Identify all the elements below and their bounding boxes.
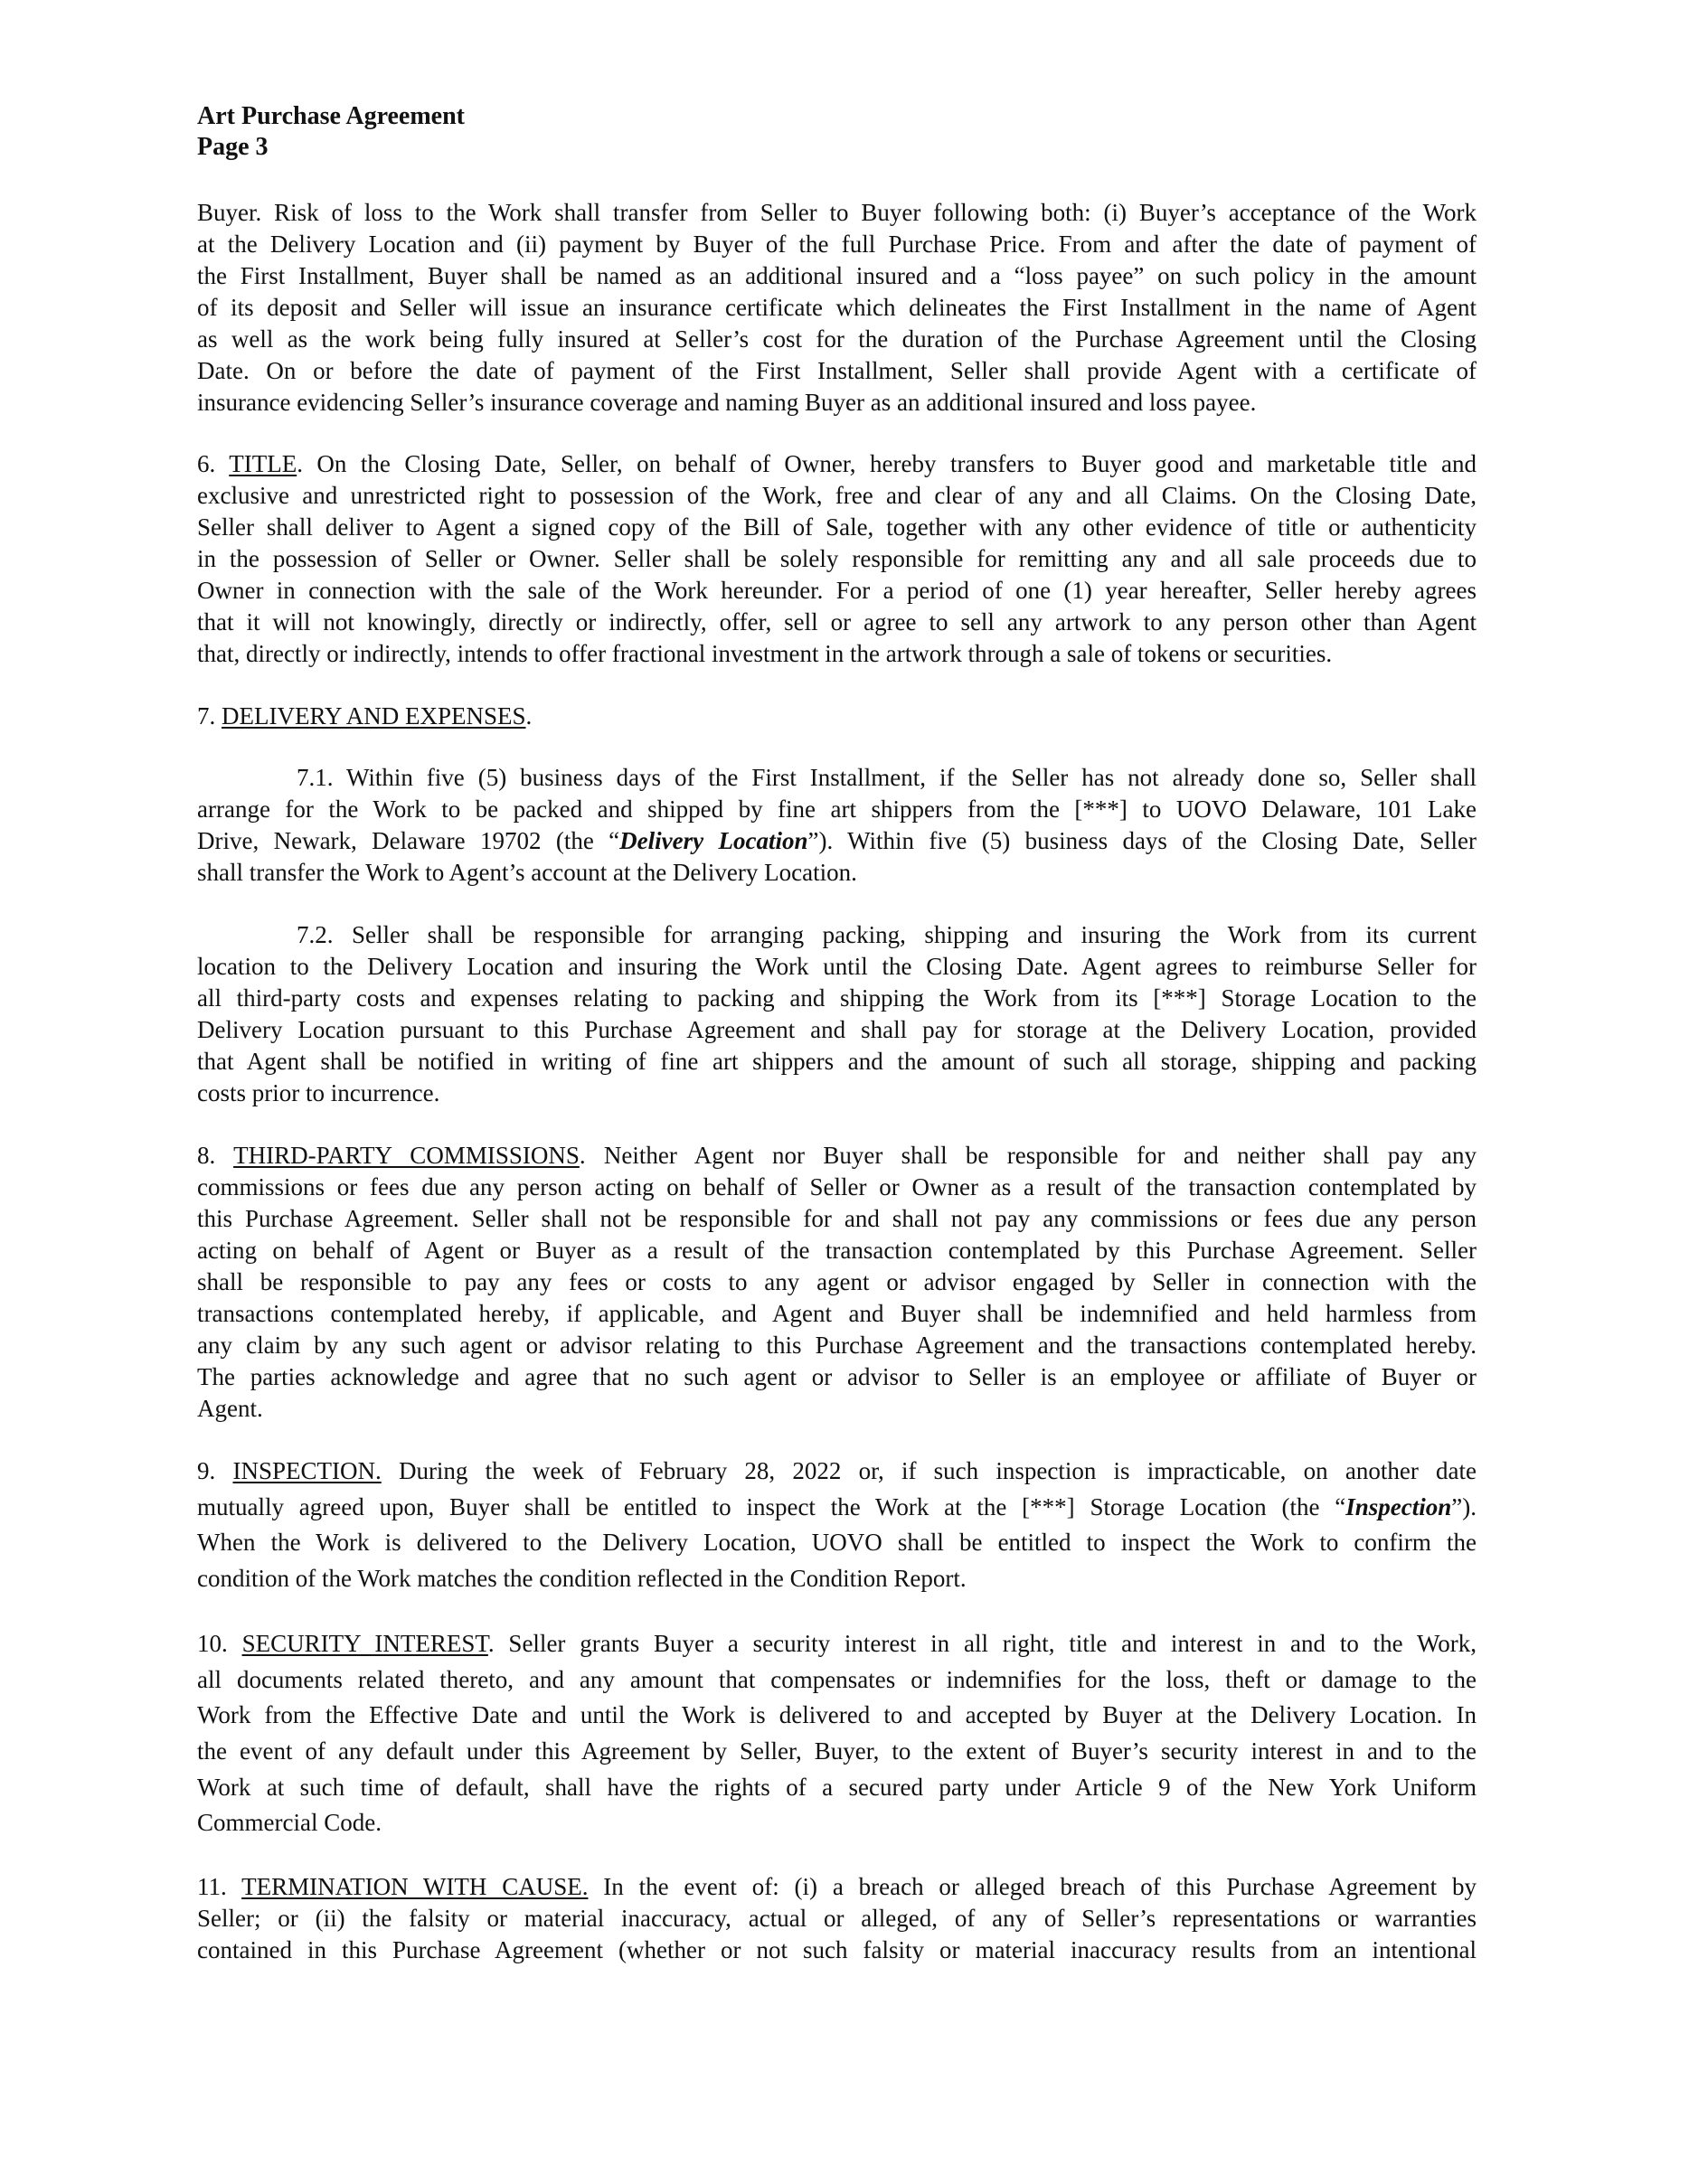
text-line: Agent. (197, 1395, 263, 1422)
text-line: the First Installment, Buyer shall be named as an additional insured and a “loss payee” on such policy in the amount (197, 262, 1477, 289)
page-number: Page 3 (197, 133, 269, 161)
text-run: . On the Closing Date, Seller, on behalf of Owner, hereby transfers to Buyer good and marketable title and (297, 450, 1477, 477)
text-line: all third-party costs and expenses relating to packing and shipping the Work from its [***] Storage Location to the (197, 984, 1477, 1012)
document-title: Art Purchase Agreement (197, 102, 465, 130)
text-line: in the possession of Seller or Owner. Seller shall be solely responsible for remitting any and all sale proceeds due to (197, 545, 1477, 572)
text-line: Seller shall deliver to Agent a signed copy of the Bill of Sale, together with any other evidence of title or authenticity (197, 513, 1477, 541)
text-run: In the event of: (i) a breach or alleged breach of this Purchase Agreement by (588, 1873, 1477, 1900)
section-7-1 (197, 762, 1477, 889)
text-line: that, directly or indirectly, intends to offer fractional investment in the artwork through a sale of tokens or securities. (197, 640, 1333, 667)
text-run: ”). Within five (5) business days of the Closing Date, Seller (807, 827, 1477, 854)
text-run: . Seller grants Buyer a security interest in all right, title and interest in and to the Work, (487, 1630, 1477, 1657)
text-line: commissions or fees due any person acting on behalf of Seller or Owner as a result of the transaction contemplated by (197, 1173, 1477, 1200)
text-line: location to the Delivery Location and insuring the Work until the Closing Date. Agent agrees to reimburse Seller for (197, 953, 1477, 980)
continued-paragraph (197, 197, 1477, 419)
text-line: Delivery Location pursuant to this Purchase Agreement and shall pay for storage at the Delivery Location, provided (197, 1016, 1477, 1043)
text-line: at the Delivery Location and (ii) payment by Buyer of the full Purchase Price. From and after the date of payment of (197, 231, 1477, 258)
section-number: 10. (197, 1630, 242, 1657)
text-line: all documents related thereto, and any amount that compensates or indemnifies for the loss, theft or damage to the (197, 1665, 1477, 1693)
text-line: this Purchase Agreement. Seller shall not be responsible for and shall not pay any commissions or fees due any person (197, 1205, 1477, 1232)
text-run: . Neither Agent nor Buyer shall be responsible for and neither shall pay any (579, 1142, 1477, 1169)
section-heading: TERMINATION WITH CAUSE. (241, 1873, 589, 1900)
text-line: insurance evidencing Seller’s insurance coverage and naming Buyer as an additional insured and loss payee. (197, 389, 1257, 416)
text-run: During the week of February 28, 2022 or, if such inspection is impracticable, on another date (381, 1457, 1477, 1484)
text-line: Owner in connection with the sale of the Work hereunder. For a period of one (1) year hereafter, Seller hereby agrees (197, 577, 1477, 604)
text-run: mutually agreed upon, Buyer shall be entitled to inspect the Work at the [***] Storage Location (the “ (197, 1492, 1346, 1520)
section-heading: SECURITY INTEREST (241, 1630, 488, 1657)
text-line: The parties acknowledge and agree that no such agent or advisor to Seller is an employee or affiliate of Buyer or (197, 1363, 1477, 1390)
section-9-inspection (197, 1454, 1477, 1597)
text-line: 7.2. Seller shall be responsible for arranging packing, shipping and insuring the Work from its current (297, 921, 1477, 948)
text-run: ”). (1451, 1492, 1477, 1520)
text-line: as well as the work being fully insured at Seller’s cost for the duration of the Purchase Agreement until the Closing (197, 325, 1477, 353)
text-line: Work at such time of default, shall have the rights of a secured party under Article 9 of the New York Uniform (197, 1773, 1477, 1801)
text-line: that Agent shall be notified in writing of fine art shippers and the amount of such all storage, shipping and packing (197, 1048, 1477, 1075)
section-heading: INSPECTION. (232, 1457, 382, 1484)
text-line: When the Work is delivered to the Delivery Location, UOVO shall be entitled to inspect the Work to confirm the (197, 1529, 1477, 1557)
text-line: 7.1. Within five (5) business days of the First Installment, if the Seller has not already done so, Seller shall (297, 764, 1477, 791)
text-run: . (525, 702, 533, 730)
section-number: 6. (197, 450, 230, 477)
text-line: any claim by any such agent or advisor relating to this Purchase Agreement and the transactions contemplated hereby. (197, 1332, 1477, 1359)
text-line: shall be responsible to pay any fees or costs to any agent or advisor engaged by Seller in connection with the (197, 1268, 1477, 1295)
text-line: Date. On or before the date of payment of the First Installment, Seller shall provide Agent with a certificate of (197, 357, 1477, 384)
section-7-delivery (197, 701, 1477, 732)
text-line: condition of the Work matches the condition reflected in the Condition Report. (197, 1565, 967, 1593)
text-run: Drive, Newark, Delaware 19702 (the “ (197, 827, 620, 854)
section-number: 11. (197, 1873, 242, 1900)
text-line: arrange for the Work to be packed and shipped by fine art shippers from the [***] to UOVO Delaware, 101 Lake (197, 795, 1477, 823)
text-line: transactions contemplated hereby, if applicable, and Agent and Buyer shall be indemnified and held harmless from (197, 1300, 1477, 1327)
defined-term: Inspection (1345, 1492, 1452, 1520)
text-line: acting on behalf of Agent or Buyer as a result of the transaction contemplated by this Purchase Agreement. Seller (197, 1237, 1477, 1264)
text-line: Buyer. Risk of loss to the Work shall transfer from Seller to Buyer following both: (i) Buyer’s acceptance of the Work (197, 199, 1477, 226)
text-line: that it will not knowingly, directly or indirectly, offer, sell or agree to sell any artwork to any person other than Agent (197, 608, 1477, 635)
section-11-termination (197, 1871, 1477, 1966)
text-line: Seller; or (ii) the falsity or material inaccuracy, actual or alleged, of any of Seller’s representations or warranties (197, 1905, 1477, 1932)
section-number: 7. (197, 702, 222, 730)
text-line: shall transfer the Work to Agent’s account at the Delivery Location. (197, 859, 857, 886)
section-8-commissions (197, 1140, 1477, 1425)
section-heading: THIRD-PARTY COMMISSIONS (233, 1142, 580, 1169)
text-line: exclusive and unrestricted right to possession of the Work, free and clear of any and all Claims. On the Closing Date, (197, 482, 1477, 509)
section-heading: DELIVERY AND EXPENSES (222, 702, 526, 730)
section-number: 9. (197, 1457, 233, 1484)
defined-term: Delivery Location (619, 827, 808, 854)
text-line: contained in this Purchase Agreement (whether or not such falsity or material inaccuracy results from an intentional (197, 1936, 1477, 1963)
section-number: 8. (197, 1142, 234, 1169)
text-line: Work from the Effective Date and until the Work is delivered to and accepted by Buyer at the Delivery Location. In (197, 1701, 1477, 1729)
section-7-2 (197, 919, 1477, 1109)
text-line: the event of any default under this Agreement by Seller, Buyer, to the extent of Buyer’s security interest in and to the (197, 1737, 1477, 1765)
text-line: costs prior to incurrence. (197, 1079, 440, 1106)
section-heading: TITLE (229, 450, 297, 477)
text-line: of its deposit and Seller will issue an insurance certificate which delineates the First Installment in the name of Agent (197, 294, 1477, 321)
text-line: Commercial Code. (197, 1809, 382, 1837)
section-6-title (197, 448, 1477, 670)
section-10-security-interest (197, 1626, 1477, 1841)
